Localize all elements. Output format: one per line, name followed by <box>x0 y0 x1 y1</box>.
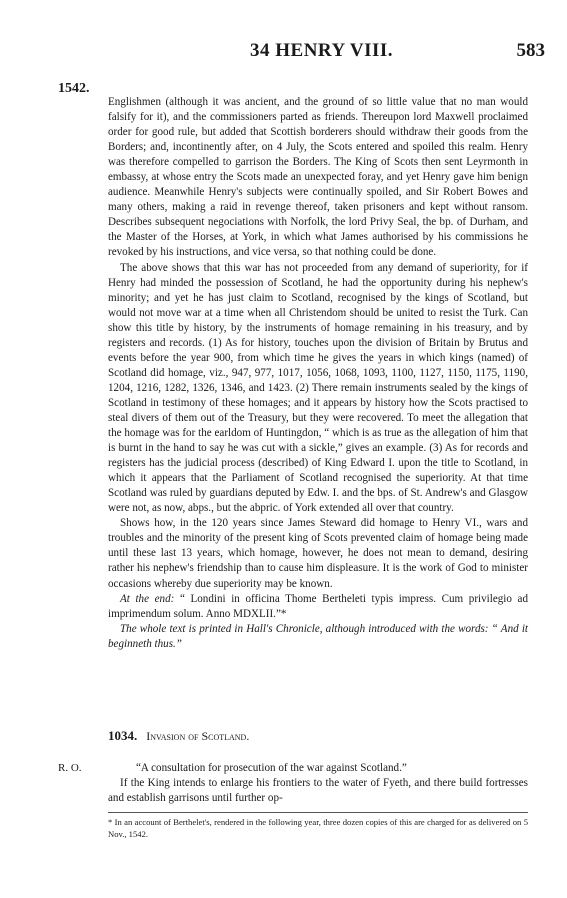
entry-line-1: “A consultation for prosecution of the war against Scotland.” <box>136 762 407 774</box>
entry-line-2: If the King intends to enlarge his frontiers to the water of Fyeth, and there build fortresses and establish garrisons until further op- <box>108 777 528 805</box>
running-head <box>0 40 567 64</box>
colophon-text: “ Londini in officina Thome Bertheleti typis impress. Cum privilegio ad imprimendum solum. Anno MDXLII.”* <box>108 592 528 620</box>
whole-text-note: The whole text is printed in Hall's Chronicle, although introduced with the words: “ And it beginneth thus.” <box>108 622 528 650</box>
source-marginal: R. O. <box>58 762 82 774</box>
entry-text <box>108 761 528 806</box>
running-title: 34 HENRY VIII. <box>250 40 394 61</box>
paragraph-1: Englishmen (although it was ancient, and the ground of so little value that no man would falsify for it), and the commissioners parted as friends. Thereupon lord Maxwell proclaimed order for good rule, but added that Scottish borderers should withdraw their goods from the Borders; and, incontinently after, on 4 July, the Scots entered and spoiled this realm. Henry was therefore compelled to garrison the Borders. The King of Scots then sent Leyrmonth in embassy, at whose entry the Scots made an unexpected foray, and yet Henry gave him benign audience. Meanwhile Henry's subjects were continually spoiled, and Sir Robert Bowes and many others, making a raid in revenge thereof, taken prisoners and kept without ransom. Describes subsequent negociations with Norfolk, the lord Privy Seal, the bp. of Durham, and the Master of the Horses, at York, in which what James authorised by his commissions he revoked by his instructions, and vice versa, so that nothing could be done. <box>108 96 528 259</box>
entry-heading <box>108 728 249 744</box>
body-text <box>108 95 528 652</box>
at-end-label: At the end: <box>120 592 175 605</box>
entry-title: Invasion of Scotland. <box>146 729 250 743</box>
paragraph-3: Shows how, in the 120 years since James Steward did homage to Henry VI., wars and troubles and the minority of the present king of Scots prevented claim of homage being made until these last 13 years, which homage, however, he does not mean to demand, desiring rather his nephew's friendship than to cause him displeasure. It is the work of God to minister occasions whereby due superiority may be known. <box>108 517 528 590</box>
year-marginal: 1542. <box>58 81 90 96</box>
entry-number: 1034. <box>108 728 138 743</box>
footnote-rule <box>108 812 528 813</box>
paragraph-2: The above shows that this war has not proceeded from any demand of superiority, for if Henry had minded the possession of Scotland, he had the opportunity during his nephew's minority; and yet he has just claim to Scotland, recognised by the kings of Scotland, but would not move war at a time when all Christendom should be united to resist the Turk. Can show this title by history, by the instruments of homage remaining in his treasury, and by registers and records. (1) As for history, touches upon the division of Britain by Brutus and events before the year 900, from which time he gives the years in which kings (named) of Scotland did homage, viz., 947, 977, 1017, 1056, 1068, 1093, 1100, 1127, 1150, 1175, 1190, 1204, 1216, 1282, 1326, 1346, and 1423. (2) There remain instruments sealed by the kings of Scotland in testimony of these homages; and it appears by history how the Scots practised to steal divers of them out of the Treasury, but they were recovered. To meet the allegation that the homage was for the earldom of Huntingdon, “ which is as true as the allegation of him that is burnt in the hand to say he was cut with a sickle,” gives an example. (3) As for records and registers has the judicial process (described) of King Edward I. upon the title to Scotland, in which it appears that the Parliament of Scotland recognised the superiority. At that time Scotland was ruled by guardians deputed by Edw. I. and the bps. of St. Andrew's and Glasgow were not, as now, abps., but the abpric. of York extended all over that country. <box>108 261 528 515</box>
footnote: * In an account of Berthelet's, rendered in the following year, three dozen copies of this are charged for as delivered on 5 Nov., 1542. <box>108 817 528 839</box>
colophon-paragraph <box>108 592 528 622</box>
page-number: 583 <box>516 40 545 61</box>
